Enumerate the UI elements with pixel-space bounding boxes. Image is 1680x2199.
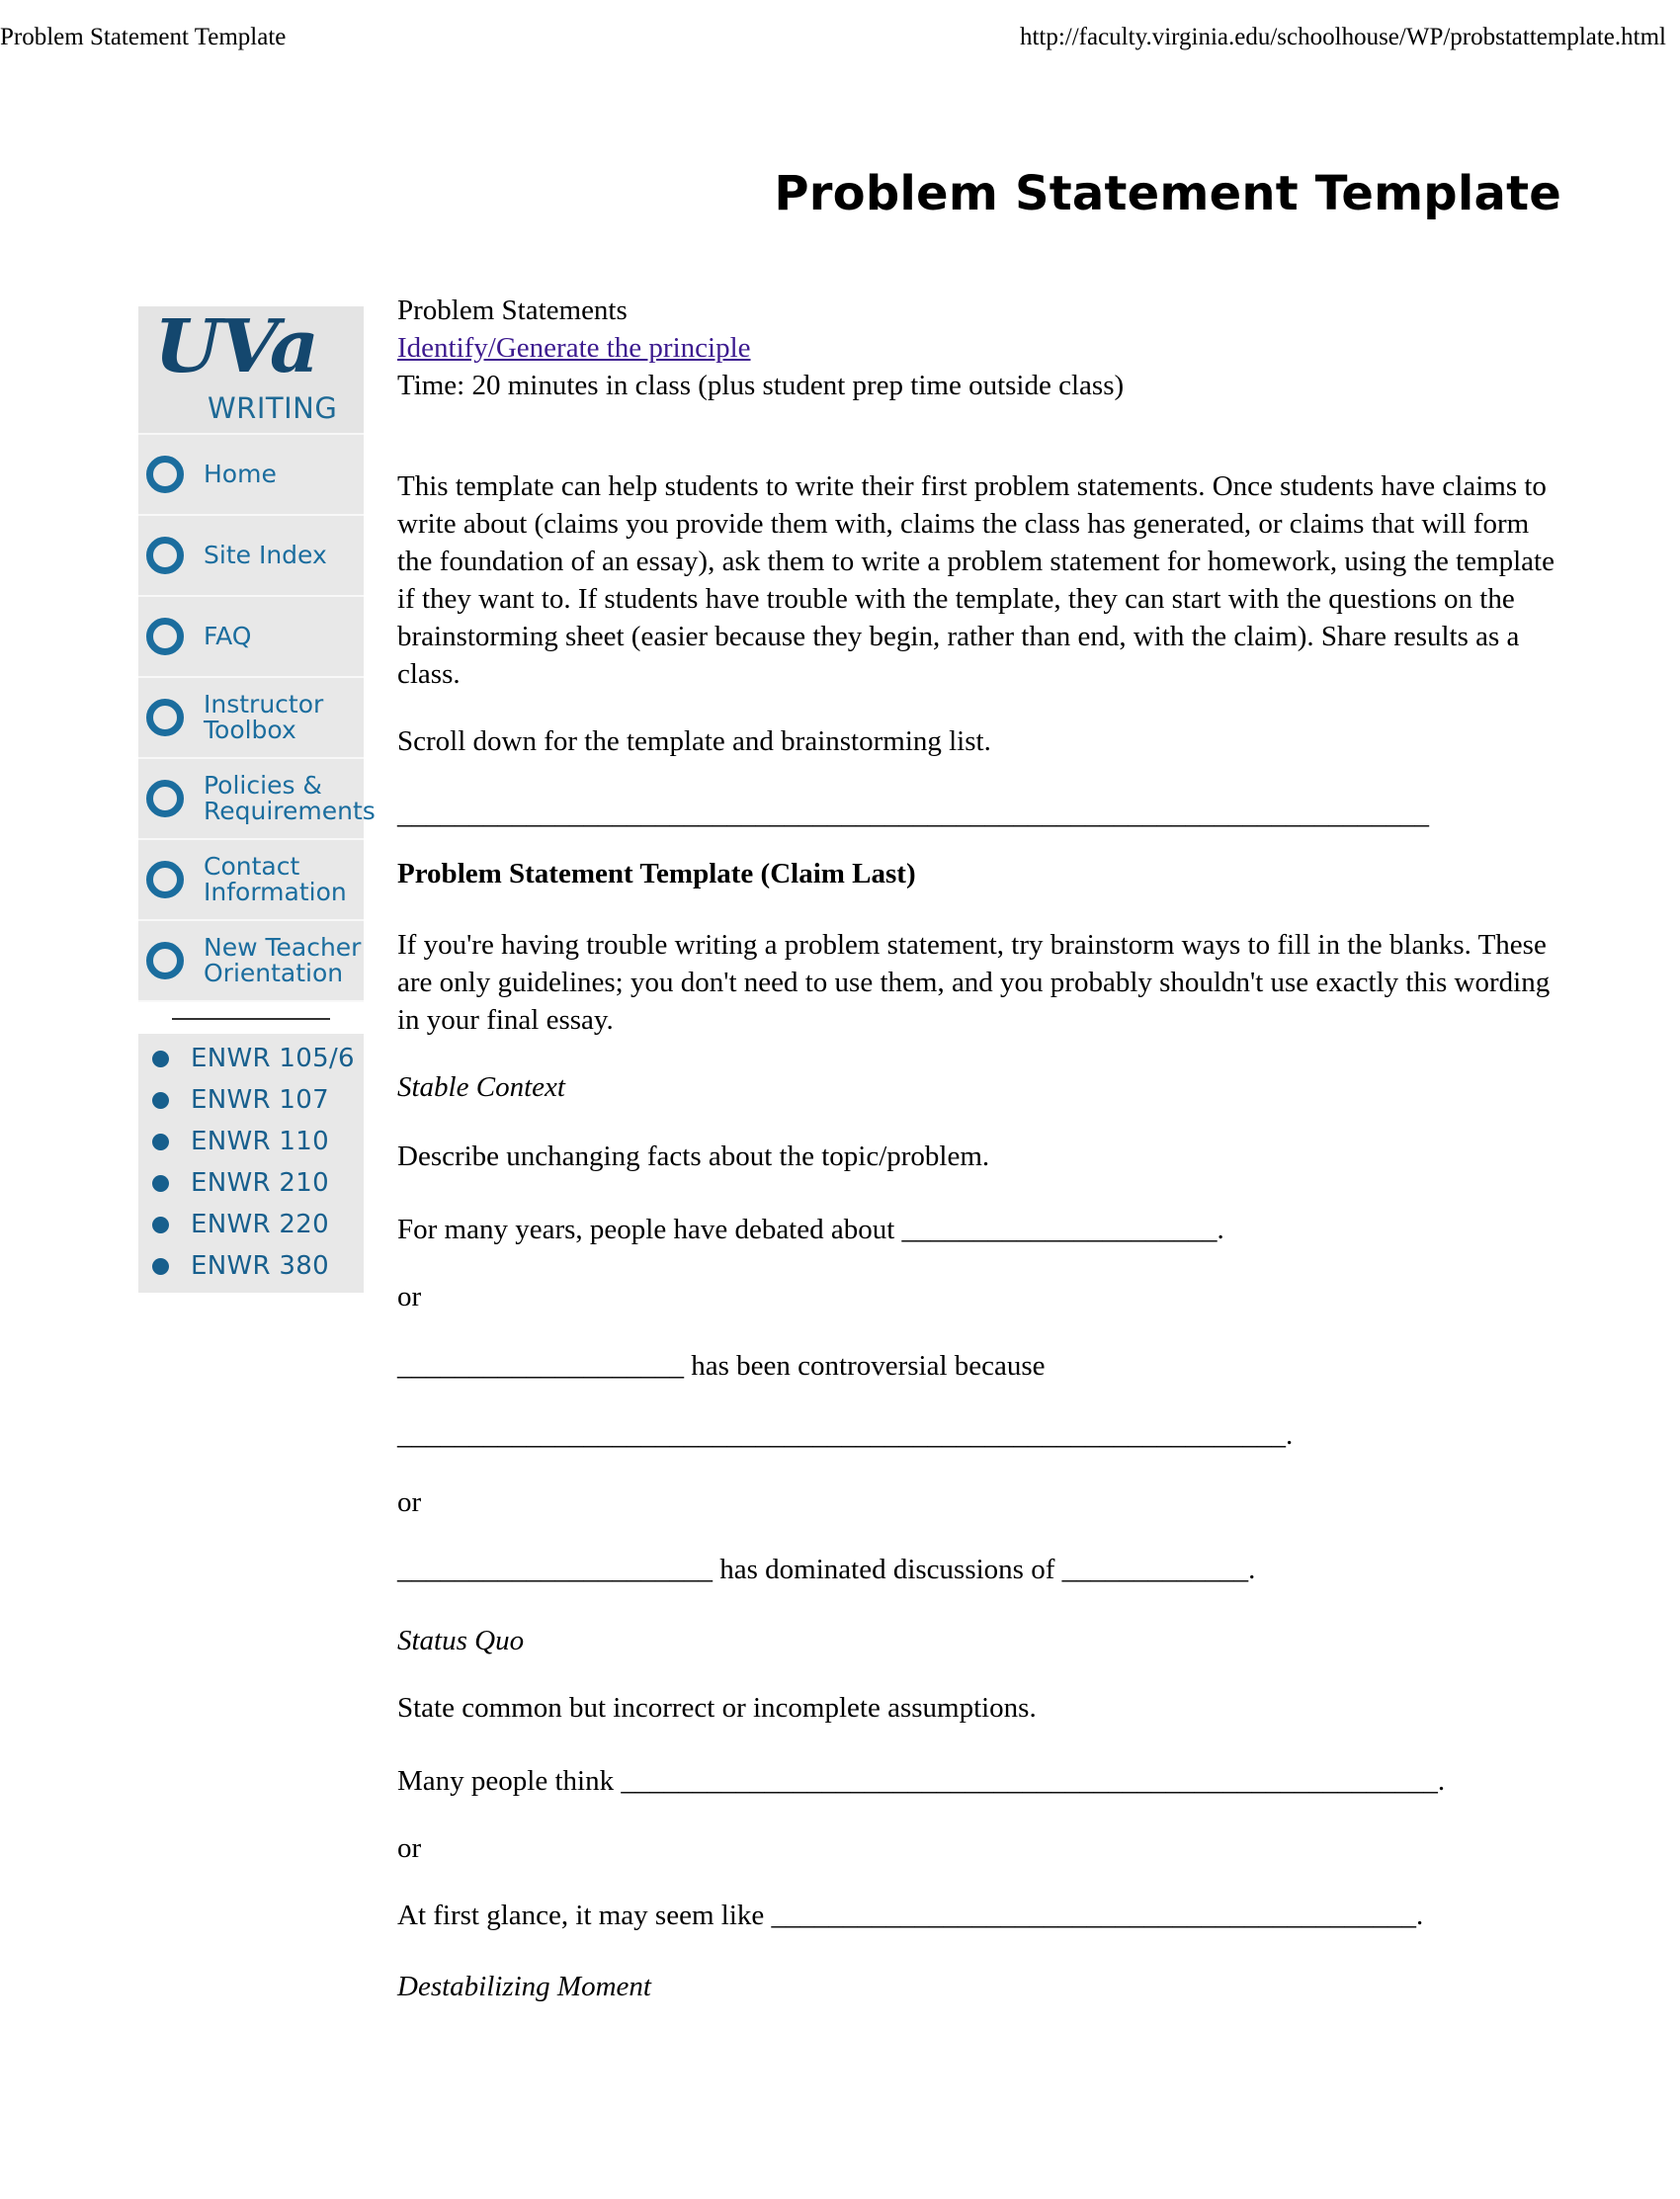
nav-item-label: FAQ [204, 622, 252, 650]
course-link-enwr-380[interactable] [138, 1245, 364, 1287]
ring-bullet-icon [146, 456, 184, 493]
course-link-enwr-210[interactable] [138, 1162, 364, 1204]
ring-bullet-icon [146, 942, 184, 979]
sidebar-nav [138, 304, 376, 1293]
dot-bullet-icon [152, 1175, 169, 1192]
course-link-enwr-220[interactable] [138, 1204, 364, 1245]
template-title: Problem Statement Template (Claim Last) [397, 858, 916, 889]
page-title: Problem Statement Template [774, 166, 1561, 221]
nav-divider [138, 1002, 364, 1034]
nav-item-faq[interactable] [138, 597, 364, 678]
course-label: ENWR 105/6 [191, 1044, 355, 1073]
course-label: ENWR 107 [191, 1085, 329, 1115]
intro-paragraph: This template can help students to write their first problem statements. Once students have claims to write about (claims you provide them with, claims the class has generated, or claims that will form the foundation of an essay), ask them to write a problem statement for homework, using the template if they want to. If students have trouble with the template, they can start with the questions on the brainstorming sheet (easier because they begin, rather than end, with the claim). Share results as a class. [397, 470, 1554, 690]
principle-link[interactable]: Identify/Generate the principle [397, 332, 751, 364]
dot-bullet-icon [152, 1217, 169, 1233]
nav-item-contact[interactable] [138, 840, 364, 921]
template-intro: If you're having trouble writing a problem statement, try brainstorm ways to fill in the blanks. These are only guidelines; you don't need to use them, and you probably shouldn't use exactly this wording in your final essay. [397, 929, 1551, 1036]
ring-bullet-icon [146, 861, 184, 898]
stable-context-line-3: ______________________________________________________________. [397, 1419, 1294, 1451]
nav-item-instructor-toolbox[interactable] [138, 678, 364, 759]
dot-bullet-icon [152, 1051, 169, 1067]
course-label: ENWR 220 [191, 1210, 329, 1239]
logo-main-text: UVa [154, 304, 317, 389]
nav-item-label: Contact Information [204, 852, 347, 906]
scroll-note: Scroll down for the template and brainstorming list. [397, 725, 991, 757]
time-note: Time: 20 minutes in class (plus student prep time outside class) [397, 370, 1125, 401]
stable-context-line-2: ____________________ has been controversial because [397, 1350, 1046, 1382]
status-quo-desc: State common but incorrect or incomplete assumptions. [397, 1692, 1037, 1724]
nav-item-home[interactable] [138, 435, 364, 516]
stable-context-desc: Describe unchanging facts about the topic/problem. [397, 1141, 990, 1172]
logo-sub-text: WRITING [208, 391, 338, 425]
ring-bullet-icon [146, 618, 184, 655]
ring-bullet-icon [146, 537, 184, 574]
stable-context-line-4: ______________________ has dominated discussions of _____________. [397, 1554, 1256, 1585]
main-content [397, 292, 1563, 2005]
or-separator: or [397, 1281, 422, 1312]
destabilizing-moment-heading: Destabilizing Moment [397, 1971, 651, 2002]
status-quo-heading: Status Quo [397, 1625, 525, 1656]
course-label: ENWR 110 [191, 1127, 329, 1156]
section-rule: ________________________________________________________________________ [397, 799, 1429, 830]
dot-bullet-icon [152, 1258, 169, 1275]
nav-item-label: Home [204, 460, 277, 488]
nav-item-label: Policies & Requirements [204, 771, 376, 825]
uva-writing-logo[interactable] [138, 306, 364, 435]
or-separator: or [397, 1486, 422, 1518]
nav-item-policies[interactable] [138, 759, 376, 840]
stable-context-line-1: For many years, people have debated about ______________________. [397, 1214, 1224, 1245]
print-header-url: http://faculty.virginia.edu/schoolhouse/WP/probstattemplate.html [1019, 24, 1666, 50]
print-header-title: Problem Statement Template [0, 24, 287, 50]
section-heading: Problem Statements [397, 295, 628, 326]
course-link-enwr-107[interactable] [138, 1079, 364, 1121]
or-separator: or [397, 1832, 422, 1864]
course-list [138, 1034, 364, 1293]
nav-item-new-teacher[interactable] [138, 921, 364, 1002]
nav-item-site-index[interactable] [138, 516, 364, 597]
nav-item-label: Site Index [204, 541, 327, 569]
course-label: ENWR 210 [191, 1168, 329, 1198]
dot-bullet-icon [152, 1092, 169, 1109]
ring-bullet-icon [146, 780, 184, 817]
dot-bullet-icon [152, 1134, 169, 1150]
status-quo-line-1: Many people think _________________________________________________________. [397, 1765, 1446, 1797]
course-link-enwr-110[interactable] [138, 1121, 364, 1162]
nav-item-label: New Teacher Orientation [204, 933, 362, 987]
ring-bullet-icon [146, 699, 184, 736]
status-quo-line-2: At first glance, it may seem like _____________________________________________. [397, 1900, 1424, 1931]
stable-context-heading: Stable Context [397, 1071, 565, 1103]
course-label: ENWR 380 [191, 1251, 329, 1281]
course-link-enwr-105[interactable] [138, 1038, 364, 1079]
print-header [0, 24, 1666, 51]
nav-item-label: Instructor Toolbox [204, 690, 324, 744]
